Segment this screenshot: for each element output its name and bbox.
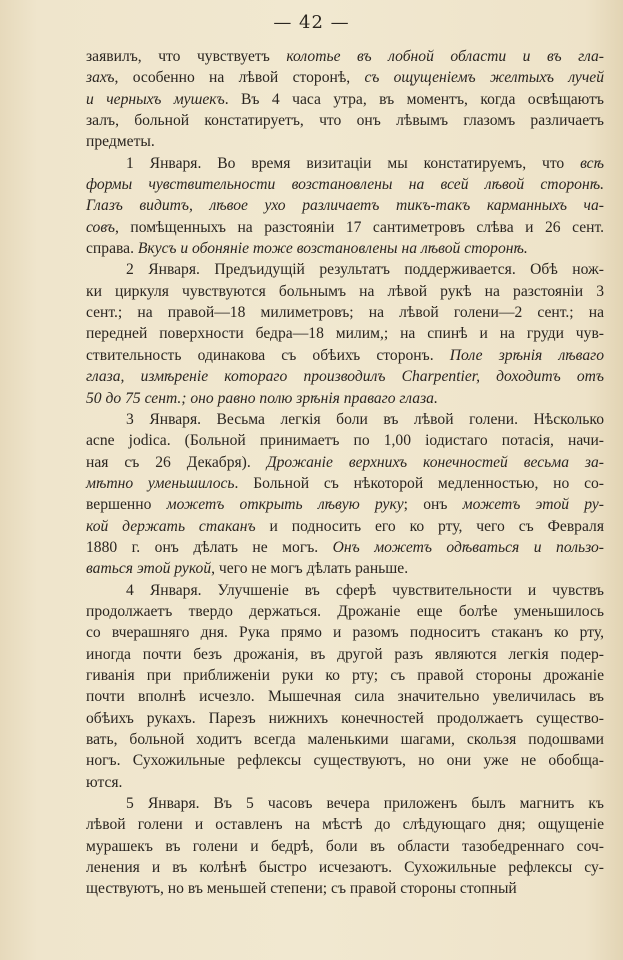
text-run: 5 Января. Въ 5 часовъ вечера приложенъ былъ магнитъ къ: [126, 795, 604, 813]
text-run: иногда почти безъ дрожанія, въ другой разъ являются легкія подер-: [86, 645, 604, 663]
italic-text-run: Глазъ видитъ, лѣвое ухо различаетъ тикъ-такъ карманныхъ ча-: [86, 197, 604, 215]
paragraph: [86, 259, 604, 408]
italic-text-run: захъ: [86, 69, 115, 87]
text-run: со вчерашняго дня. Рука прямо и разомъ подноситъ стаканъ ко рту,: [86, 624, 604, 642]
paragraph: [86, 46, 604, 153]
italic-text-run: ваться этой рукой: [86, 560, 212, 578]
text-line: [86, 708, 604, 729]
italic-text-run: всѣ: [580, 154, 604, 172]
text-line: [86, 473, 604, 494]
page-body-text: [86, 46, 604, 900]
italic-text-run: мѣтно уменьшилось: [86, 474, 235, 492]
text-line: [86, 217, 604, 238]
text-line: [86, 323, 604, 344]
text-run: ленения и въ колѣнѣ быстро исчезаютъ. Сухожильные рефлексы су-: [86, 859, 604, 877]
text-line: [86, 729, 604, 750]
text-run: почти вполнѣ исчезло. Мышечная сила значительно увеличилась въ: [86, 688, 604, 706]
text-line: [86, 772, 604, 793]
text-line: [86, 46, 604, 67]
text-run: вать, больной ходитъ всегда маленькими шагами, скользя подошвами: [86, 731, 604, 748]
text-line: [86, 89, 604, 110]
text-line: [86, 366, 604, 387]
text-run: ки циркуля чувствуются больнымъ на лѣвой рукѣ на разстояніи 3: [86, 282, 604, 300]
text-line: [86, 110, 604, 131]
italic-text-run: можетъ этой ру-: [462, 496, 604, 514]
italic-text-run: Дрожаніе верхнихъ конечностей весьма за-: [266, 453, 604, 471]
text-line: [86, 174, 604, 195]
text-line: [86, 580, 604, 601]
text-run: залъ, больной констатируетъ, что онъ лѣвымъ глазомъ различаетъ: [86, 112, 604, 130]
page-number: — 42 —: [273, 12, 350, 33]
text-run: , помѣщенныхъ на разстояніи 17 сантиметровъ слѣва и 26 сент.: [115, 218, 604, 236]
text-run: сент.; на правой—18 милиметровъ; на лѣвой голени—2 сент.; на: [86, 304, 604, 322]
text-line: [86, 644, 604, 665]
text-run: . Больной съ нѣкоторой медленностью, но со-: [234, 474, 605, 492]
italic-text-run: и черныхъ мушекъ: [86, 90, 225, 108]
text-line: [86, 195, 604, 216]
text-line: [86, 665, 604, 686]
text-run: ногъ. Сухожильные рефлексы существуютъ, но они уже не обобща-: [86, 752, 604, 770]
text-run: предметы.: [86, 133, 155, 151]
italic-text-run: Онъ можетъ одѣваться и пользо-: [332, 538, 604, 556]
text-run: продолжаетъ твердо держаться. Дрожаніе еще болѣе уменьшилось: [86, 602, 604, 620]
text-line: [86, 302, 604, 323]
italic-text-run: можетъ открыть лѣвую руку: [166, 496, 404, 514]
text-run: и подносить его ко рту, чего съ Февраля: [255, 517, 604, 535]
text-line: [86, 430, 604, 451]
text-run: 1 Января. Во время визитаціи мы констатируемъ, что: [126, 154, 581, 172]
text-run: справа.: [86, 240, 138, 258]
text-line: [86, 345, 604, 366]
text-run: передней поверхности бедра—18 милим,; на спинѣ и на груди чув-: [86, 325, 604, 343]
italic-text-run: кой держать стаканъ: [86, 517, 256, 535]
text-line: [86, 281, 604, 302]
italic-text-run: глаза, измѣреніе котораго производилъ Charpentier, доходитъ отъ: [86, 368, 604, 386]
text-line: [86, 686, 604, 707]
text-run: ; онъ: [403, 496, 463, 514]
text-line: [86, 558, 604, 579]
text-line: [86, 601, 604, 622]
italic-text-run: совъ: [86, 218, 115, 236]
text-line: [86, 622, 604, 643]
text-line: [86, 452, 604, 473]
italic-text-run: формы чувствительности возстановлены на всей лѣвой сторонѣ.: [86, 176, 604, 194]
text-run: лѣвой голени и оставленъ на мѣстѣ до слѣдующаго дня; ощущеніе: [86, 816, 604, 834]
text-run: обѣихъ рукахъ. Парезъ нижнихъ конечностей продолжаетъ существо-: [86, 709, 604, 727]
italic-text-run: Вкусъ и обоняніе тоже возстановлены на лѣвой сторонѣ.: [137, 240, 528, 258]
text-line: [86, 153, 604, 174]
text-run: гиванія при приближеніи руки ко рту; съ правой стороны дрожаніе: [86, 666, 604, 684]
italic-text-run: 50 до 75 сент.; оно равно полю зрѣнія праваго глаза.: [86, 389, 438, 407]
text-run: ствительность одинакова съ обѣихъ сторонъ.: [86, 346, 450, 364]
text-line: [86, 409, 604, 430]
text-run: ществуютъ, но въ меньшей степени; съ правой стороны стопный: [86, 880, 517, 898]
text-run: мурашекъ въ голени и бедрѣ, боли въ области тазобедреннаго соч-: [86, 837, 604, 855]
text-line: [86, 494, 604, 515]
text-line: [86, 857, 604, 878]
text-line: [86, 836, 604, 857]
text-run: 3 Января. Весьма легкія боли въ лѣвой голени. Нѣсколько: [126, 410, 604, 428]
italic-text-run: колотье въ лобной области и въ гла-: [286, 48, 604, 65]
text-line: [86, 516, 604, 537]
text-run: заявилъ, что чувствуетъ: [86, 48, 287, 65]
text-line: [86, 793, 604, 814]
text-line: [86, 238, 604, 259]
text-line: [86, 750, 604, 771]
text-line: [86, 131, 604, 152]
paragraph: [86, 580, 604, 793]
italic-text-run: съ ощущеніемъ желтыхъ лучей: [364, 69, 604, 87]
text-run: , особенно на лѣвой сторонѣ,: [114, 69, 365, 87]
text-run: 2 Января. Предъидущій результатъ поддерживается. Обѣ нож-: [126, 261, 604, 279]
text-line: [86, 388, 604, 409]
paragraph: [86, 793, 604, 900]
text-run: вершенно: [86, 496, 167, 514]
text-line: [86, 259, 604, 280]
text-run: асnе јodica. (Больной принимаетъ по 1,00 іодистаго потасія, начи-: [86, 432, 604, 450]
text-run: , чего не могъ дѣлать раньше.: [211, 560, 409, 578]
italic-text-run: Поле зрѣнія лѣваго: [449, 346, 604, 364]
text-line: [86, 67, 604, 88]
text-line: [86, 537, 604, 558]
text-run: ная съ 26 Декабря).: [86, 453, 267, 471]
paragraph: [86, 409, 604, 580]
text-run: ются.: [86, 773, 123, 791]
paragraph: [86, 153, 604, 260]
text-run: . Въ 4 часа утра, въ моментъ, когда освѣщаютъ: [224, 90, 604, 108]
text-run: 4 Января. Улучшеніе въ сферѣ чувствительности и чувствъ: [126, 581, 604, 599]
text-line: [86, 814, 604, 835]
text-run: 1880 г. онъ дѣлать не могъ.: [86, 538, 333, 556]
text-line: [86, 878, 604, 899]
